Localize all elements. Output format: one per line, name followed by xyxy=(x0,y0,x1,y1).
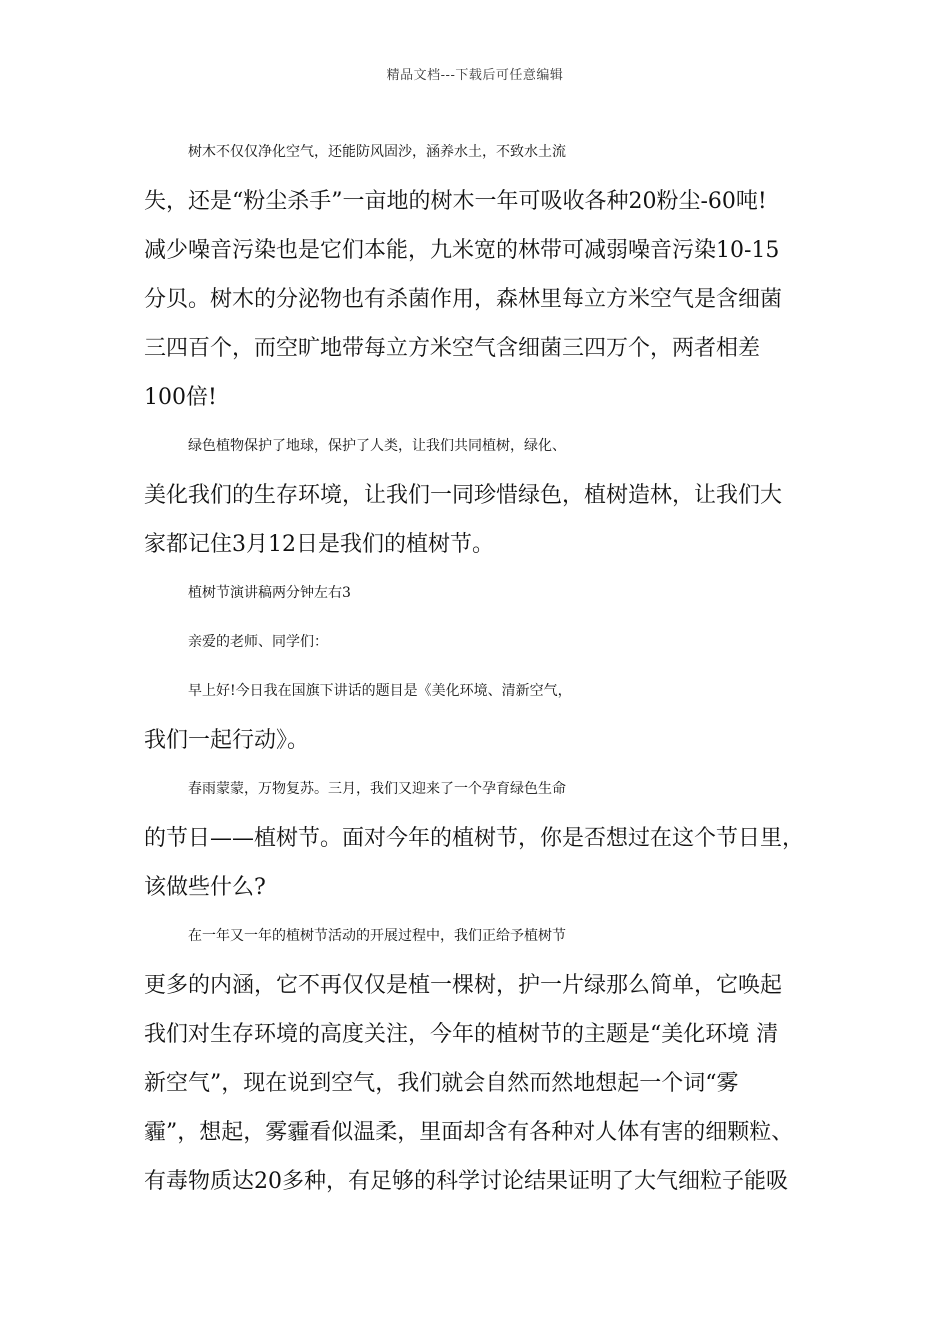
text-line: 亲爱的老师、同学们： xyxy=(188,634,328,650)
text-line: 绿色植物保护了地球，保护了人类，让我们共同植树，绿化、 xyxy=(188,438,566,454)
page-header: 精品文档---下载后可任意编辑 xyxy=(386,68,564,83)
text-line: 三四百个，而空旷地带每立方米空气含细菌三四万个，两者相差 xyxy=(144,336,761,361)
text-line: 分贝。树木的分泌物也有杀菌作用，森林里每立方米空气是含细菌 xyxy=(144,287,783,312)
text-line: 100倍! xyxy=(144,385,217,410)
text-line: 家都记住3月12日是我们的植树节。 xyxy=(144,532,494,557)
text-line: 在一年又一年的植树节活动的开展过程中，我们正给予植树节 xyxy=(188,928,566,944)
text-line: 失，还是“粉尘杀手”一亩地的树木一年可吸收各种20粉尘-60吨! xyxy=(144,189,767,214)
text-line: 植树节演讲稿两分钟左右3 xyxy=(188,585,351,601)
text-line: 我们一起行动》。 xyxy=(144,728,310,753)
text-line: 美化我们的生存环境，让我们一同珍惜绿色，植树造林，让我们大 xyxy=(144,483,783,508)
text-line: 霾”，想起，雾霾看似温柔，里面却含有各种对人体有害的细颗粒、 xyxy=(144,1120,794,1145)
document-body xyxy=(144,128,814,1206)
text-line: 早上好!今日我在国旗下讲话的题目是《美化环境、清新空气， xyxy=(188,683,572,699)
text-line: 更多的内涵，它不再仅仅是植一棵树，护一片绿那么简单，它唤起 xyxy=(144,973,783,998)
text-line: 减少噪音污染也是它们本能，九米宽的林带可减弱噪音污染10-15 xyxy=(144,238,780,263)
text-line: 该做些什么? xyxy=(144,875,266,900)
text-line: 新空气”，现在说到空气，我们就会自然而然地想起一个词“雾 xyxy=(144,1071,739,1096)
text-line: 的节日——植树节。面对今年的植树节，你是否想过在这个节日里， xyxy=(144,826,805,851)
text-line: 春雨蒙蒙，万物复苏。三月，我们又迎来了一个孕育绿色生命 xyxy=(188,781,566,797)
text-line: 我们对生存环境的高度关注，今年的植树节的主题是“美化环境 清 xyxy=(144,1022,779,1047)
text-line: 树木不仅仅净化空气，还能防风固沙，涵养水土，不致水土流 xyxy=(188,144,566,160)
text-line: 有毒物质达20多种，有足够的科学讨论结果证明了大气细粒子能吸 xyxy=(144,1169,788,1194)
